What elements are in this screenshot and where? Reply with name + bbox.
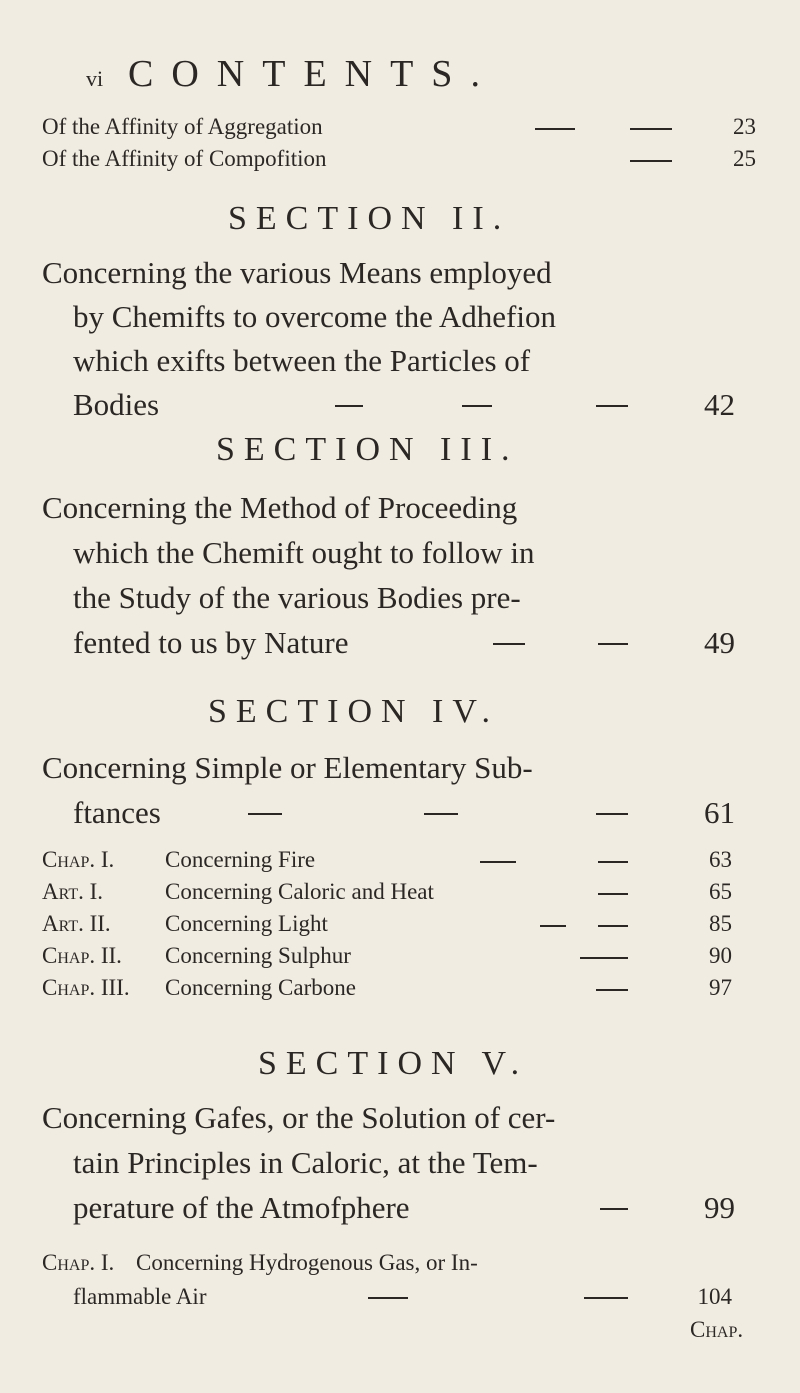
leader-dash (596, 405, 628, 407)
leader-dash (335, 405, 363, 407)
chapter-page: 90 (709, 943, 732, 968)
chapter-page: 85 (709, 911, 732, 936)
section-heading: SECTION IV. (208, 693, 500, 730)
section-page: 49 (704, 625, 735, 660)
section-line: Concerning Gafes, or the Solution of cer- (42, 1100, 556, 1135)
chapter-text: Concerning Carbone (165, 975, 356, 1000)
leader-dash (596, 813, 628, 815)
leader-dash (598, 643, 628, 645)
section-line: Bodies (73, 387, 160, 422)
entry-text: Of the Affinity of Compofition (42, 146, 327, 171)
entry-text: Of the Affinity of Aggregation (42, 114, 323, 139)
leader-dash (600, 1208, 628, 1210)
leader-dash (462, 405, 492, 407)
section-line: perature of the Atmofphere (73, 1190, 410, 1225)
page-number: vi (86, 66, 104, 91)
leader-dash (598, 861, 628, 863)
chapter-page: 63 (709, 847, 732, 872)
chapter-text: Concerning Caloric and Heat (165, 879, 434, 904)
chapter-page: 65 (709, 879, 732, 904)
entry-page: 23 (733, 114, 756, 139)
leader-dash (580, 957, 628, 959)
leader-dash (630, 160, 672, 162)
section-page: 99 (704, 1190, 735, 1225)
section-line: the Study of the various Bodies pre- (73, 580, 521, 615)
leader-dash (540, 925, 566, 927)
chapter-text: Concerning Light (165, 911, 328, 936)
leader-dash (598, 893, 628, 895)
page-header (86, 52, 736, 102)
section-heading: SECTION V. (258, 1045, 529, 1082)
leader-dash (535, 128, 575, 130)
leader-dash (584, 1297, 628, 1299)
section-line: ftances (73, 795, 161, 830)
leader-dash (493, 643, 525, 645)
chapter-label: Chap. I. (42, 847, 115, 872)
page-title: CONTENTS. (128, 53, 498, 95)
section-heading: SECTION II. (228, 200, 511, 237)
leader-dash (630, 128, 672, 130)
section-line: fented to us by Nature (73, 625, 349, 660)
section-page: 61 (704, 795, 735, 830)
leader-dash (424, 813, 458, 815)
section-line: which exifts between the Particles of (73, 343, 531, 378)
chapter-page: 97 (709, 975, 732, 1000)
entry-page: 25 (733, 146, 756, 171)
catchword: Chap. (690, 1317, 744, 1342)
chapter-text: flammable Air (73, 1284, 207, 1309)
leader-dash (480, 861, 516, 863)
chapter-page: 104 (697, 1284, 732, 1309)
section-line: which the Chemift ought to follow in (73, 535, 535, 570)
section-line: tain Principles in Caloric, at the Tem- (73, 1145, 538, 1180)
chapter-label: Art. I. (42, 879, 104, 904)
leader-dash (596, 989, 628, 991)
section-line: Concerning the Method of Proceeding (42, 490, 518, 525)
chapter-text: Concerning Fire (165, 847, 316, 872)
leader-dash (248, 813, 282, 815)
section-line: Concerning the various Means employed (42, 255, 552, 290)
chapter-label: Chap. I. (42, 1250, 115, 1275)
section-page: 42 (704, 387, 735, 422)
chapter-label: Chap. III. (42, 975, 130, 1000)
chapter-label: Art. II. (42, 911, 111, 936)
section-line: Concerning Simple or Elementary Sub- (42, 750, 533, 785)
leader-dash (598, 925, 628, 927)
chapter-label: Chap. II. (42, 943, 122, 968)
section-heading: SECTION III. (216, 431, 519, 468)
chapter-text: Concerning Hydrogenous Gas, or In- (136, 1250, 478, 1275)
section-line: by Chemifts to overcome the Adhefion (73, 299, 556, 334)
chapter-text: Concerning Sulphur (165, 943, 351, 968)
leader-dash (368, 1297, 408, 1299)
